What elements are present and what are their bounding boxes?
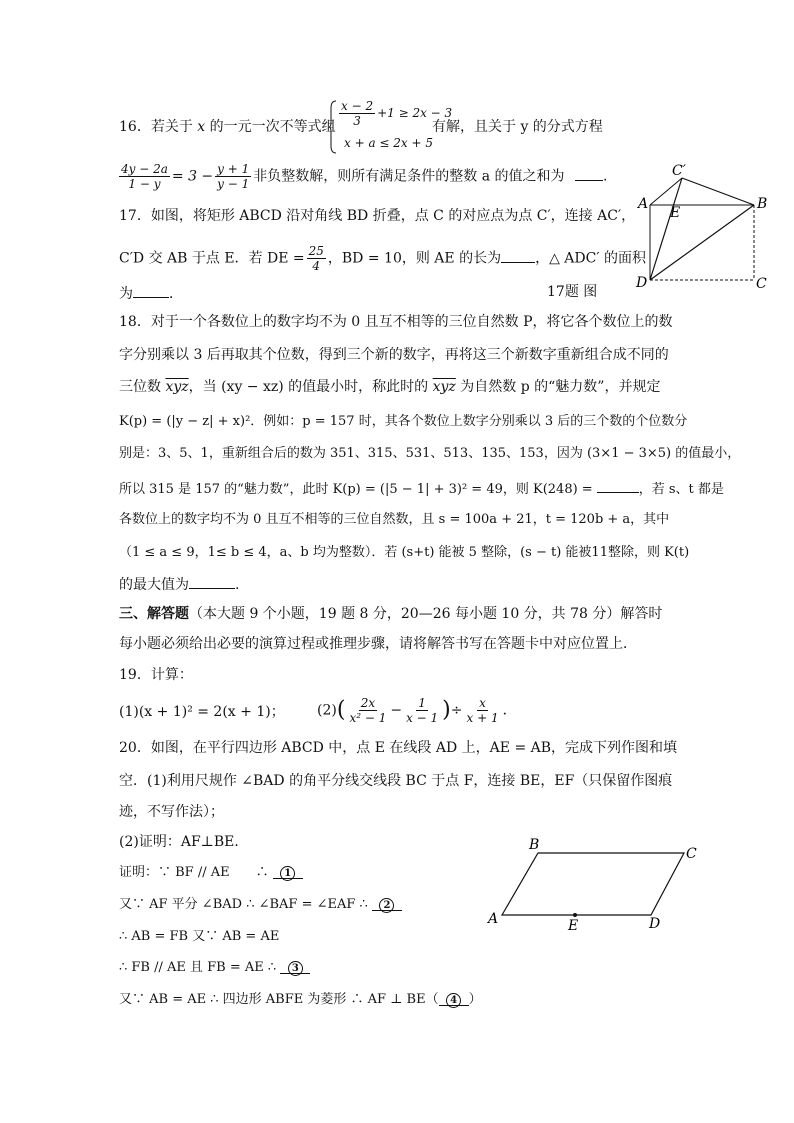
q20-proof-step2: 又∵ AF 平分 ∠BAD ∴ ∠BAF = ∠EAF ∴ 2: [119, 896, 402, 914]
q20-figure: [484, 836, 714, 936]
q19-title: 19．计算：: [119, 667, 193, 683]
q20-label-b: B: [529, 837, 540, 853]
proof-blank-3[interactable]: 3: [280, 959, 310, 974]
q19-part1: (1)(x + 1)² = 2(x + 1)；: [119, 704, 285, 720]
proof-blank-4[interactable]: 4: [439, 991, 469, 1006]
q18-blank-max[interactable]: [189, 574, 235, 589]
q20-label-e: E: [568, 918, 579, 934]
q17-label-c: C: [756, 276, 767, 292]
q16-text: 16．若关于: [119, 119, 198, 135]
q17-figure: [630, 160, 780, 295]
q17-blank-ae[interactable]: [501, 248, 535, 263]
q17-label-a: A: [638, 196, 649, 212]
proof-blank-1[interactable]: 1: [273, 864, 303, 879]
q18-line5: 别是：3、5、1，重新组合后的数为 351、315、531、513、135、153，因为 (3×1 − 3×5) 的值最小，: [119, 446, 741, 461]
q18-line7: 各数位上的数字均不为 0 且互不相等的三位自然数，且 s = 100a + 21，t = 120b + a，其中: [119, 512, 670, 527]
q18-line6: 所以 315 是 157 的“魅力数”，此时 K(p) = (|5 − 1| + 3)² = 49，则 K(248) = ，若 s、t 都是: [119, 478, 724, 499]
q20-proof-step1: 证明：∵ BF // AE ∴ 1: [119, 864, 303, 882]
q20-label-d: D: [649, 916, 661, 932]
q20-line4: (2)证明：AF⊥BE．: [119, 834, 249, 850]
q18-line8: （1 ≤ a ≤ 9，1≤ b ≤ 4，a、b 均为整数）．若 (s+t) 能被 5 整除，(s − t) 能被11整除，则 K(t): [119, 545, 690, 560]
q17-label-d: D: [636, 275, 648, 291]
q17-line2: C′D 交 AB 于点 E．若 DE = $\frac{25}{4}$ ，BD = 10，则 AE 的长为 ，△ ADC′ 的面积: [119, 244, 646, 273]
q20-proof-step3: ∴ AB = FB 又∵ AB = AE: [119, 929, 280, 944]
section3-line2: 每小题必须给出必要的演算过程或推理步骤，请将解答书写在答题卡中对应位置上．: [119, 636, 637, 652]
q20-line2: 空．(1)利用尺规作 ∠BAD 的角平分线交线段 BC 于点 F，连接 BE，EF（只保留作图痕: [119, 773, 673, 789]
q17-figure-caption: 17题 图: [547, 284, 598, 300]
q18-line3: 三位数 $\overline{xyz}$，当 (xy − xz) 的值最小时，称此时的 $\overline{xyz}$ 为自然数 p 的“魅力数”，并规定: [119, 379, 661, 395]
q20-line1: 20．如图，在平行四边形 ABCD 中，点 E 在线段 AD 上，AE = AB，完成下列作图和填: [119, 740, 678, 756]
q16-line1: [119, 118, 336, 136]
inequality-top: $\frac{x - 2}{3}$ +1 ≥ 2x − 3: [341, 99, 453, 128]
inequality-brace: [329, 100, 335, 152]
q18-line1: 18．对于一个各数位上的数字均不为 0 且互不相等的三位自然数 P，将它各个数位上的数: [119, 314, 673, 330]
q17-label-e: E: [670, 205, 681, 221]
inequality-bottom: x + a ≤ 2x + 5: [344, 136, 434, 150]
q17-line1: 17．如图，将矩形 ABCD 沿对角线 BD 折叠，点 C 的对应点为点 C′，连接 AC′，: [119, 208, 636, 224]
q18-blank-k248[interactable]: [597, 478, 639, 493]
q17-label-b: B: [757, 196, 768, 212]
section3-title: 三、解答题: [119, 606, 189, 622]
q17-line3: 为 ．: [119, 283, 183, 303]
q17-blank-area[interactable]: [133, 283, 169, 298]
q20-label-a: A: [488, 911, 499, 927]
q18-line4: K(p) = (|y − z| + x)²．例如：p = 157 时，其各个数位上数字分别乘以 3 后的三个数的个位数分: [119, 414, 688, 429]
q17-label-c-prime: C′: [672, 163, 686, 179]
q18-line2: 字分别乘以 3 后再取其个位数，得到三个新的数字，再将这三个新数字重新组合成不同的: [119, 347, 669, 363]
section3-line1: 三、解答题（本大题 9 个小题，19 题 8 分，20—26 每小题 10 分，共 78 分）解答时: [119, 606, 663, 622]
q20-proof-step5: 又∵ AB = AE ∴ 四边形 ABFE 为菱形 ∴ AF ⊥ BE（ 4 ）: [119, 992, 482, 1007]
q16-text: 的一元一次不等式组: [205, 119, 336, 135]
q16-answer-blank[interactable]: [575, 166, 603, 181]
q18-line9: 的最大值为 .: [119, 574, 239, 594]
q16-line1-post: 有解，且关于 y 的分式方程: [432, 119, 603, 135]
proof-blank-2[interactable]: 2: [372, 896, 402, 911]
q20-line3: 迹，不写作法）；: [119, 804, 224, 820]
q16-line2: $\frac{4y - 2a}{1 - y}$ = 3 − $\frac{y + 1}{y - 1}$ 非负整数解，则所有满足条件的整数 a 的值之和为 .: [121, 162, 608, 191]
q20-proof-step4: ∴ FB // AE 且 FB = AE ∴ 3: [119, 959, 310, 977]
q16-var: x: [197, 119, 206, 135]
q19-part2: (2)( $\frac{2x}{\text{x² − 1}}$ − $\frac{1}{x - 1}$ )÷ $\frac{x}{x + 1}$ ．: [317, 696, 517, 725]
q20-label-c: C: [686, 846, 697, 862]
